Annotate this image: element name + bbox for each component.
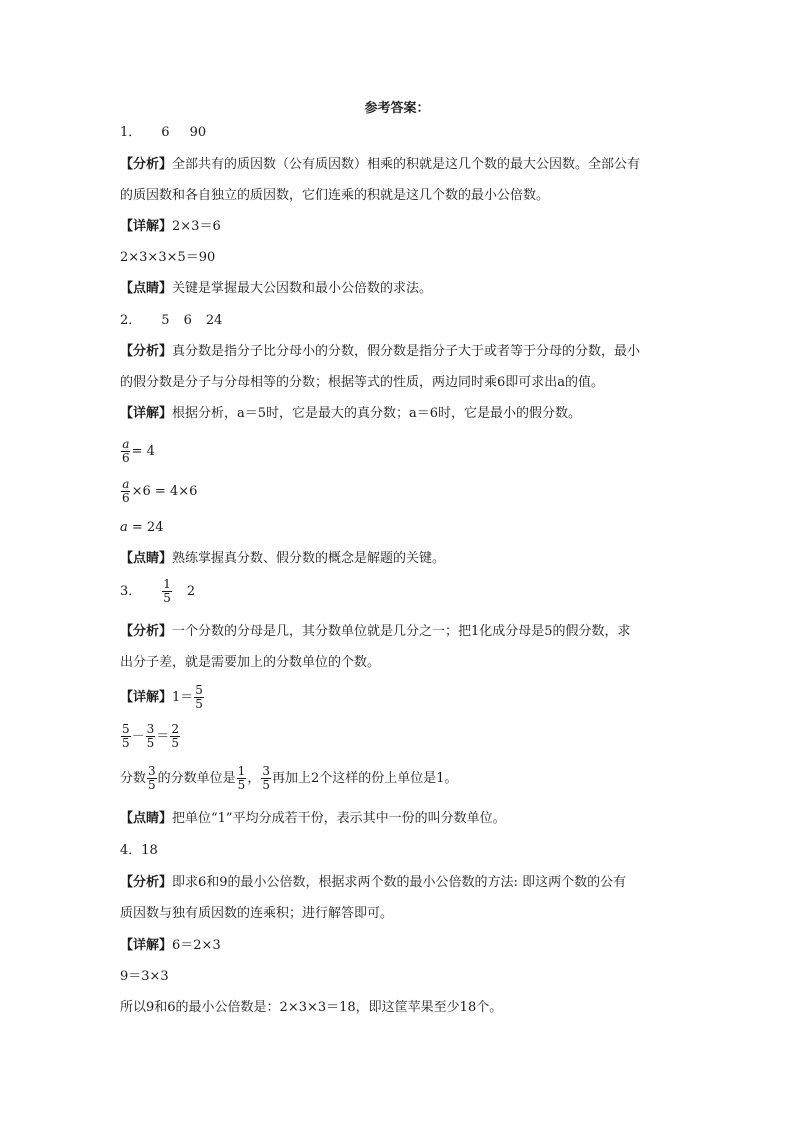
q1-analysis-line1: 【分析】全部共有的质因数（公有质因数）相乘的积就是这几个数的最大公因数。全部公有 bbox=[120, 157, 641, 172]
q4-detail-line2: 9＝3×3 bbox=[120, 969, 169, 984]
q4-detail-line1: 【详解】6＝2×3 bbox=[120, 938, 221, 953]
fraction: $\frac{1}{5}$ bbox=[163, 577, 171, 605]
q3-analysis-line1: 【分析】一个分数的分母是几，其分数单位就是几分之一；把1化成分母是5的假分数，求 bbox=[120, 624, 631, 639]
fraction: $\frac{5}{5}$ bbox=[195, 683, 203, 711]
fraction: $\frac{5}{5}$ bbox=[122, 722, 130, 750]
q1-analysis-line2: 的质因数和各自独立的质因数，它们连乘的积就是这几个数的最小公倍数。 bbox=[120, 188, 550, 203]
q4-detail-line3: 所以9和6的最小公倍数是：2×3×3＝18，即这筐苹果至少18个。 bbox=[120, 1000, 503, 1015]
fraction: $\frac{a}{6}$ bbox=[122, 477, 130, 505]
q2-analysis-line2: 的假分数是分子与分母相等的分数；根据等式的性质，两边同时乘6即可求出a的值。 bbox=[120, 375, 605, 390]
q4-analysis-line2: 质因数与独有质因数的连乘积；进行解答即可。 bbox=[120, 906, 394, 921]
fraction: $\frac{3}{5}$ bbox=[146, 722, 155, 750]
fraction: $\frac{a}{6}$ bbox=[122, 437, 130, 465]
fraction: $\frac{2}{5}$ bbox=[171, 722, 179, 750]
q1-detail-line1: 【详解】2×3＝6 bbox=[120, 219, 221, 234]
q2-eq2: $\frac{a}{6}$ ×6 = 4×6 bbox=[122, 477, 198, 505]
q4-analysis-line1: 【分析】即求6和9的最小公倍数，根据求两个数的最小公倍数的方法: 即这两个数的公有 bbox=[120, 875, 627, 890]
fraction: $\frac{3}{5}$ bbox=[148, 764, 156, 792]
q3-analysis-line2: 出分子差，就是需要加上的分数单位的个数。 bbox=[120, 655, 381, 670]
q2-comment: 【点睛】熟练掌握真分数、假分数的概念是解题的关键。 bbox=[120, 551, 446, 566]
q2-analysis-line1: 【分析】真分数是指分子比分母小的分数，假分数是指分子大于或者等于分母的分数，最小 bbox=[120, 344, 641, 359]
q1-detail-line2: 2×3×3×5＝90 bbox=[120, 250, 216, 265]
q3-answer: 3． $\frac{1}{5}$ 2 bbox=[120, 577, 196, 605]
q3-comment: 【点睛】把单位“1”平均分成若干份，表示其中一份的叫分数单位。 bbox=[120, 811, 506, 826]
q3-unit-text: 分数 $\frac{3}{5}$ 的分数单位是 $\frac{1}{5}$ ， $\frac{3}{5}$ 再加上2个这样的份上单位是1。 bbox=[120, 764, 458, 792]
q3-detail-line1: 【详解】1＝ $\frac{5}{5}$ bbox=[120, 683, 203, 711]
q1-comment: 【点睛】关键是掌握最大公因数和最小公倍数的求法。 bbox=[120, 281, 433, 296]
q2-detail-line1: 【详解】根据分析，a＝5时，它是最大的真分数；a＝6时，它是最小的假分数。 bbox=[120, 406, 582, 421]
q3-eq: $\frac{5}{5}$ － $\frac{3}{5}$ ＝ $\frac{2}{5}$ bbox=[122, 722, 179, 750]
fraction: $\frac{3}{5}$ bbox=[262, 764, 270, 792]
q2-answer: 2． 5 6 24 bbox=[120, 313, 223, 328]
q2-eq3: a = 24 bbox=[120, 520, 164, 535]
q4-answer: 4．18 bbox=[120, 843, 158, 858]
fraction: $\frac{1}{5}$ bbox=[237, 764, 246, 792]
q2-eq1: $\frac{a}{6}$ = 4 bbox=[122, 437, 155, 465]
q1-answer: 1． 6 90 bbox=[120, 125, 207, 140]
page-title: 参考答案： bbox=[364, 101, 430, 116]
